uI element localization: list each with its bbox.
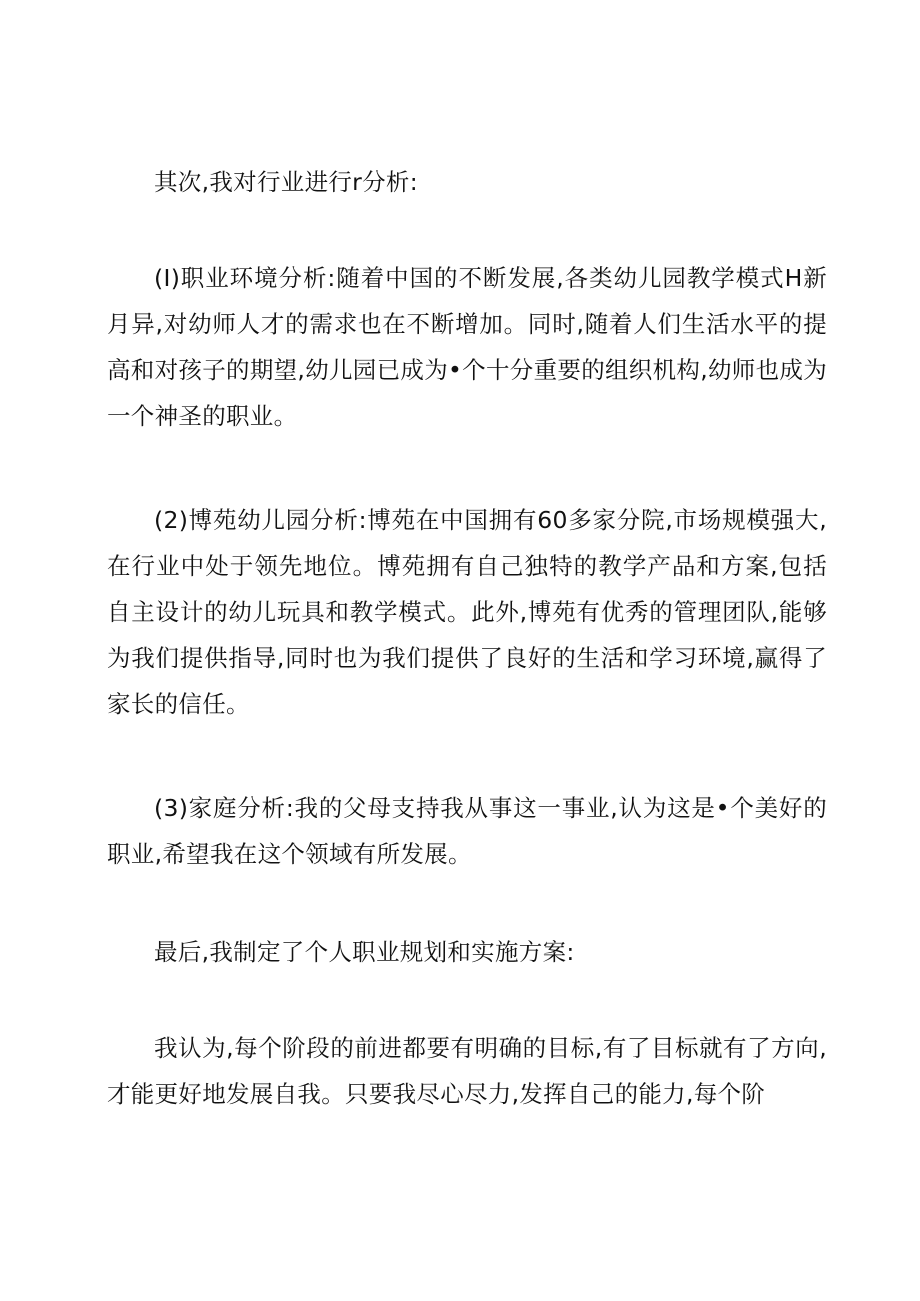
paragraph-family-analysis: (3)家庭分析:我的父母支持我从事这一事业,认为这是•个美好的职业,希望我在这个领域有所发展。 — [107, 794, 827, 868]
paragraph-plan-intro: 最后,我制定了个人职业规划和实施方案: — [154, 938, 575, 966]
paragraph-goals: 我认为,每个阶段的前进都要有明确的目标,有了目标就有了方向,才能更好地发展自我。只要我尽心尽力,发挥自己的能力,每个阶 — [107, 1034, 827, 1108]
paragraph-boyuan-analysis: (2)博苑幼儿园分析:博苑在中国拥有60多家分院,市场规模强大,在行业中处于领先地位。博苑拥有自己独特的教学产品和方案,包括自主设计的幼儿玩具和教学模式。此外,博苑有优秀的管理团队,能够为我们提供指导,同时也为我们提供了良好的生活和学习环境,赢得了家长的信任。 — [107, 506, 827, 718]
paragraph-industry-intro: 其次,我对行业进行r分析: — [154, 168, 418, 196]
paragraph-career-environment: (I)职业环境分析:随着中国的不断发展,各类幼儿园教学模式H新月异,对幼师人才的需求也在不断增加。同时,随着人们生活水平的提高和对孩子的期望,幼儿园已成为•个十分重要的组织机构,幼师也成为一个神圣的职业。 — [107, 264, 827, 430]
